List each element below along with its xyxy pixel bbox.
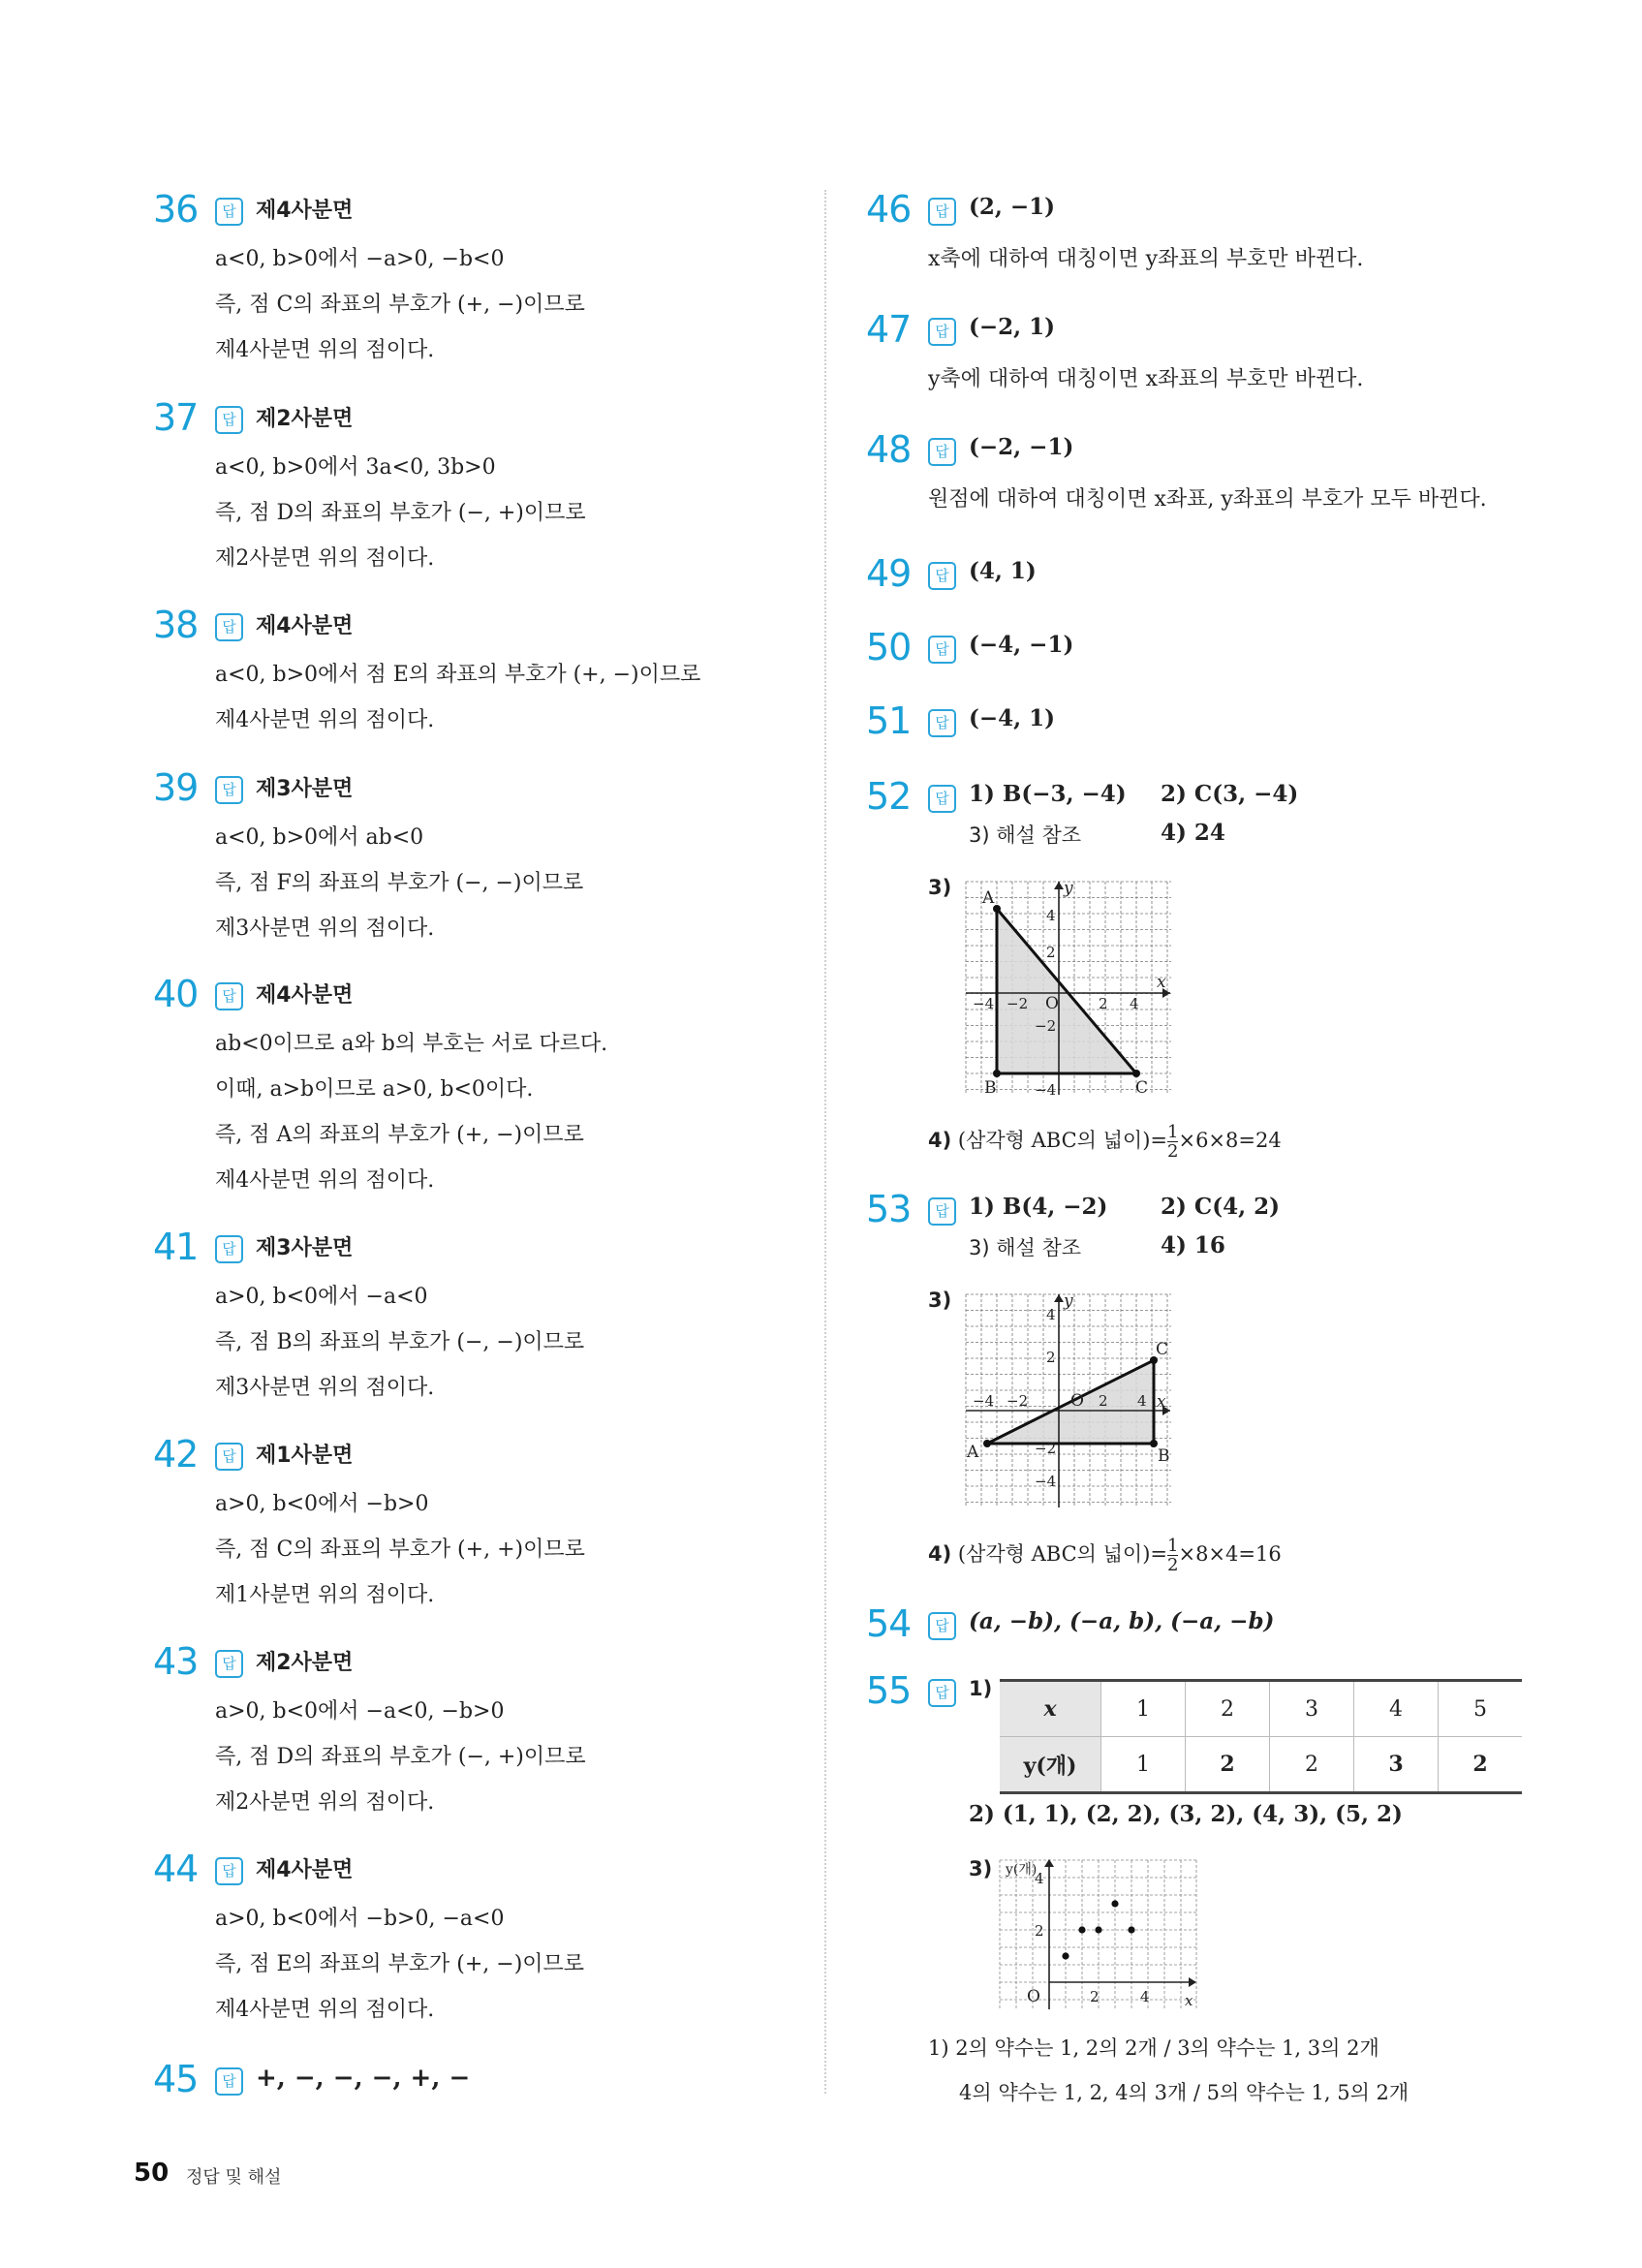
area-tail: ×6×8=24 <box>1178 1129 1282 1152</box>
problem-number: 36 <box>153 188 199 231</box>
point-b <box>1150 1440 1158 1447</box>
answer-badge: 답 <box>928 318 956 346</box>
tick-y-4: 4 <box>1046 1306 1056 1323</box>
tick-x-4: 4 <box>1140 1988 1150 2005</box>
problem-number: 46 <box>866 188 912 231</box>
problem-number: 43 <box>153 1640 199 1683</box>
tick-y-neg4: −4 <box>1035 1473 1057 1490</box>
sub-label: 1) <box>969 1677 993 1700</box>
answer-badge: 답 <box>928 198 956 226</box>
problem-number: 47 <box>866 308 912 351</box>
page-number: 50 <box>134 2159 170 2188</box>
data-point-1 <box>1062 1952 1069 1959</box>
area-line <box>928 1537 1282 1574</box>
answer-badge: 답 <box>215 1857 243 1885</box>
answer: 제4사분면 <box>256 614 354 638</box>
tick-y-4: 4 <box>1046 907 1056 924</box>
sub-label: 4) <box>928 1129 952 1152</box>
column-divider <box>824 190 826 2094</box>
tick-y-neg2: −2 <box>1035 1440 1057 1457</box>
point-c <box>1132 1070 1140 1077</box>
answer-badge: 답 <box>215 1650 243 1678</box>
area-text: (삼각형 ABC의 넓이)= <box>957 1542 1168 1566</box>
sub-label: 3) <box>928 876 952 899</box>
label-origin: O <box>1045 994 1059 1013</box>
answer: (a, −b), (−a, b), (−a, −b) <box>969 1608 1275 1634</box>
label-x: x <box>1185 1992 1193 2009</box>
explanation-line: 즉, 점 C의 좌표의 부호가 (+, −)이므로 <box>215 293 585 317</box>
y-arrow <box>1054 1294 1064 1302</box>
fraction-denominator: 2 <box>1167 1555 1179 1575</box>
answer: (−4, 1) <box>969 705 1056 731</box>
explanation-line: a>0, b<0에서 −b>0, −a<0 <box>215 1907 505 1931</box>
label-origin: O <box>1070 1391 1084 1411</box>
data-point-2 <box>1078 1926 1085 1933</box>
problem-number: 51 <box>866 699 912 742</box>
answer-2: 2) C(4, 2) <box>1161 1194 1280 1220</box>
answer-badge: 답 <box>215 613 243 641</box>
answer: (−4, −1) <box>969 632 1074 658</box>
graph-53 <box>963 1292 1176 1509</box>
problem-number: 55 <box>866 1669 912 1712</box>
problem-number: 48 <box>866 428 912 471</box>
explanation-line: a<0, b>0에서 점 E의 좌표의 부호가 (+, −)이므로 <box>215 663 701 687</box>
explanation-line: a>0, b<0에서 −a<0, −b>0 <box>215 1699 505 1724</box>
answer-badge: 답 <box>928 785 956 813</box>
explanation-line: a<0, b>0에서 −a>0, −b<0 <box>215 247 505 271</box>
label-x: x <box>1157 973 1166 992</box>
label-c: C <box>1135 1078 1149 1097</box>
x-arrow <box>1189 1977 1196 1987</box>
answer-badge: 답 <box>928 1197 956 1226</box>
table-cell: 2 <box>1439 1737 1523 1793</box>
table-header-x: x <box>1000 1681 1101 1737</box>
explanation-line: 제4사분면 위의 점이다. <box>215 708 435 732</box>
sub-label: 3) <box>969 1857 993 1880</box>
problem-number: 41 <box>153 1226 199 1268</box>
explanation-line: a<0, b>0에서 3a<0, 3b>0 <box>215 455 496 480</box>
point-a <box>983 1440 991 1447</box>
note-line-2: 4의 약수는 1, 2, 4의 3개 / 5의 약수는 1, 5의 2개 <box>959 2081 1410 2104</box>
sub-label: 4) <box>928 1542 952 1566</box>
label-a: A <box>982 888 995 908</box>
answer-2: 2) (1, 1), (2, 2), (3, 2), (4, 3), (5, 2) <box>969 1801 1403 1827</box>
answer: 제4사분면 <box>256 1858 354 1882</box>
explanation-line: 제3사분면 위의 점이다. <box>215 1376 435 1400</box>
problem-number: 52 <box>866 775 912 818</box>
tick-x-neg2: −2 <box>1007 995 1029 1012</box>
tick-x-2: 2 <box>1090 1988 1100 2005</box>
answer: 제4사분면 <box>256 983 354 1008</box>
answer-2: 2) C(3, −4) <box>1161 781 1299 807</box>
label-b: B <box>984 1078 997 1097</box>
area-line <box>928 1123 1282 1161</box>
fraction <box>1167 1537 1178 1574</box>
answer-badge: 답 <box>215 406 243 434</box>
fraction-numerator: 1 <box>1167 1122 1179 1142</box>
label-y: y <box>1064 880 1073 898</box>
answer: 제3사분면 <box>256 1236 354 1260</box>
answer: (−2, −1) <box>969 434 1074 460</box>
answer: (−2, 1) <box>969 314 1056 340</box>
label-c: C <box>1156 1340 1169 1359</box>
problem-number: 45 <box>153 2058 199 2100</box>
answer: 제3사분면 <box>256 777 354 801</box>
explanation-line: x축에 대하여 대칭이면 y좌표의 부호만 바뀐다. <box>928 247 1364 271</box>
tick-x-2: 2 <box>1099 1392 1108 1410</box>
answer-1: 1) B(4, −2) <box>969 1194 1108 1220</box>
answer: 제1사분면 <box>256 1444 354 1468</box>
tick-x-neg4: −4 <box>973 995 995 1012</box>
explanation-line: 즉, 점 C의 좌표의 부호가 (+, +)이므로 <box>215 1538 585 1562</box>
explanation-line: 이때, a>b이므로 a>0, b<0이다. <box>215 1077 534 1102</box>
explanation-line: 제3사분면 위의 점이다. <box>215 917 435 941</box>
tick-y-2: 2 <box>1046 944 1056 961</box>
explanation-line: 즉, 점 B의 좌표의 부호가 (−, −)이므로 <box>215 1330 585 1354</box>
answer-1: 1) B(−3, −4) <box>969 781 1127 807</box>
problem-number: 37 <box>153 396 199 439</box>
answer: 제2사분면 <box>256 407 354 431</box>
answer-badge: 답 <box>215 198 243 226</box>
problem-number: 40 <box>153 973 199 1015</box>
answer-badge: 답 <box>928 1612 956 1640</box>
tick-x-neg4: −4 <box>973 1392 995 1410</box>
graph-55 <box>998 1856 1201 2011</box>
answer-badge: 답 <box>215 776 243 804</box>
sub-label: 3) <box>928 1289 952 1312</box>
explanation-line: 즉, 점 D의 좌표의 부호가 (−, +)이므로 <box>215 501 586 525</box>
table-cell: 2 <box>1186 1737 1270 1793</box>
data-point-5 <box>1128 1926 1134 1933</box>
fraction-denominator: 2 <box>1167 1141 1179 1162</box>
answer-badge: 답 <box>928 1679 956 1707</box>
table-cell: 3 <box>1270 1681 1354 1737</box>
explanation-line: a>0, b<0에서 −b>0 <box>215 1492 429 1516</box>
area-text: (삼각형 ABC의 넓이)= <box>957 1129 1168 1152</box>
table-row <box>1000 1681 1522 1737</box>
label-y: y <box>1064 1292 1073 1311</box>
tick-y-2: 2 <box>1035 1922 1044 1940</box>
data-point-4 <box>1111 1900 1118 1907</box>
y-arrow <box>1054 882 1064 889</box>
explanation-line: 제1사분면 위의 점이다. <box>215 1583 435 1607</box>
problem-number: 38 <box>153 604 199 646</box>
answer: +, −, −, −, +, − <box>256 2064 471 2093</box>
tick-x-neg2: −2 <box>1007 1392 1029 1410</box>
table-cell: 2 <box>1186 1681 1270 1737</box>
tick-y-neg4: −4 <box>1035 1081 1057 1097</box>
problem-number: 49 <box>866 552 912 595</box>
table-cell: 3 <box>1354 1737 1439 1793</box>
problem-number: 50 <box>866 626 912 668</box>
explanation-line: 즉, 점 A의 좌표의 부호가 (+, −)이므로 <box>215 1123 584 1147</box>
label-y: y(개) <box>1006 1862 1038 1878</box>
problem-number: 54 <box>866 1602 912 1645</box>
fraction <box>1167 1123 1178 1161</box>
answer-badge: 답 <box>215 2067 243 2096</box>
answer-4: 4) 16 <box>1161 1232 1225 1258</box>
tick-y-4: 4 <box>1035 1870 1044 1887</box>
table-55 <box>1000 1679 1522 1794</box>
graph-52 <box>963 880 1176 1097</box>
label-origin: O <box>1027 1987 1040 2006</box>
answer-4: 4) 24 <box>1161 820 1225 846</box>
explanation-line: 즉, 점 D의 좌표의 부호가 (−, +)이므로 <box>215 1745 586 1769</box>
point-b <box>993 1070 1001 1077</box>
tick-y-2: 2 <box>1046 1349 1056 1366</box>
problem-number: 39 <box>153 766 199 809</box>
table-row <box>1000 1737 1522 1793</box>
table-header-y: y(개) <box>1000 1737 1101 1793</box>
answer: (4, 1) <box>969 558 1037 584</box>
table-cell: 2 <box>1270 1737 1354 1793</box>
answer-3: 3) 해설 참조 <box>969 823 1082 847</box>
footer-title: 정답 및 해설 <box>186 2167 282 2188</box>
answer-badge: 답 <box>215 1443 243 1471</box>
answer-badge: 답 <box>928 709 956 737</box>
table-cell: 1 <box>1101 1681 1186 1737</box>
tick-x-2: 2 <box>1099 995 1108 1012</box>
answer-3: 3) 해설 참조 <box>969 1236 1082 1259</box>
table-cell: 1 <box>1101 1737 1186 1793</box>
explanation-line: 제2사분면 위의 점이다. <box>215 1790 435 1815</box>
explanation-line: a>0, b<0에서 −a<0 <box>215 1285 428 1309</box>
explanation-line: y축에 대하여 대칭이면 x좌표의 부호만 바뀐다. <box>928 367 1364 391</box>
problem-number: 44 <box>153 1848 199 1890</box>
tick-y-neg2: −2 <box>1035 1017 1057 1035</box>
label-x: x <box>1157 1392 1166 1412</box>
explanation-line: 제4사분면 위의 점이다. <box>215 1168 435 1193</box>
explanation-line: 제4사분면 위의 점이다. <box>215 338 435 362</box>
answer: (2, −1) <box>969 194 1056 220</box>
tick-x-4: 4 <box>1130 995 1139 1012</box>
fraction-numerator: 1 <box>1167 1536 1179 1556</box>
answer-badge: 답 <box>215 1235 243 1263</box>
explanation-line: ab<0이므로 a와 b의 부호는 서로 다르다. <box>215 1032 608 1056</box>
explanation-line: 원점에 대하여 대칭이면 x좌표, y좌표의 부호가 모두 바뀐다. <box>928 487 1487 512</box>
answer: 제4사분면 <box>256 199 354 223</box>
note-line-1: 1) 2의 약수는 1, 2의 2개 / 3의 약수는 1, 3의 2개 <box>928 2036 1379 2060</box>
answer-badge: 답 <box>928 636 956 664</box>
answer-badge: 답 <box>215 982 243 1010</box>
explanation-line: 즉, 점 E의 좌표의 부호가 (+, −)이므로 <box>215 1952 585 1976</box>
answer-badge: 답 <box>928 438 956 466</box>
answer-badge: 답 <box>928 562 956 590</box>
problem-number: 42 <box>153 1433 199 1476</box>
explanation-line: a<0, b>0에서 ab<0 <box>215 825 424 850</box>
explanation-line: 제2사분면 위의 점이다. <box>215 546 435 571</box>
problem-number: 53 <box>866 1188 912 1230</box>
answer: 제2사분면 <box>256 1651 354 1675</box>
label-a: A <box>967 1443 979 1462</box>
area-tail: ×8×4=16 <box>1178 1542 1282 1566</box>
table-cell: 5 <box>1439 1681 1523 1737</box>
tick-x-4: 4 <box>1137 1392 1147 1410</box>
explanation-line: 즉, 점 F의 좌표의 부호가 (−, −)이므로 <box>215 871 584 895</box>
data-point-3 <box>1095 1926 1101 1933</box>
table-cell: 4 <box>1354 1681 1439 1737</box>
label-b: B <box>1158 1446 1170 1466</box>
explanation-line: 제4사분면 위의 점이다. <box>215 1998 435 2022</box>
